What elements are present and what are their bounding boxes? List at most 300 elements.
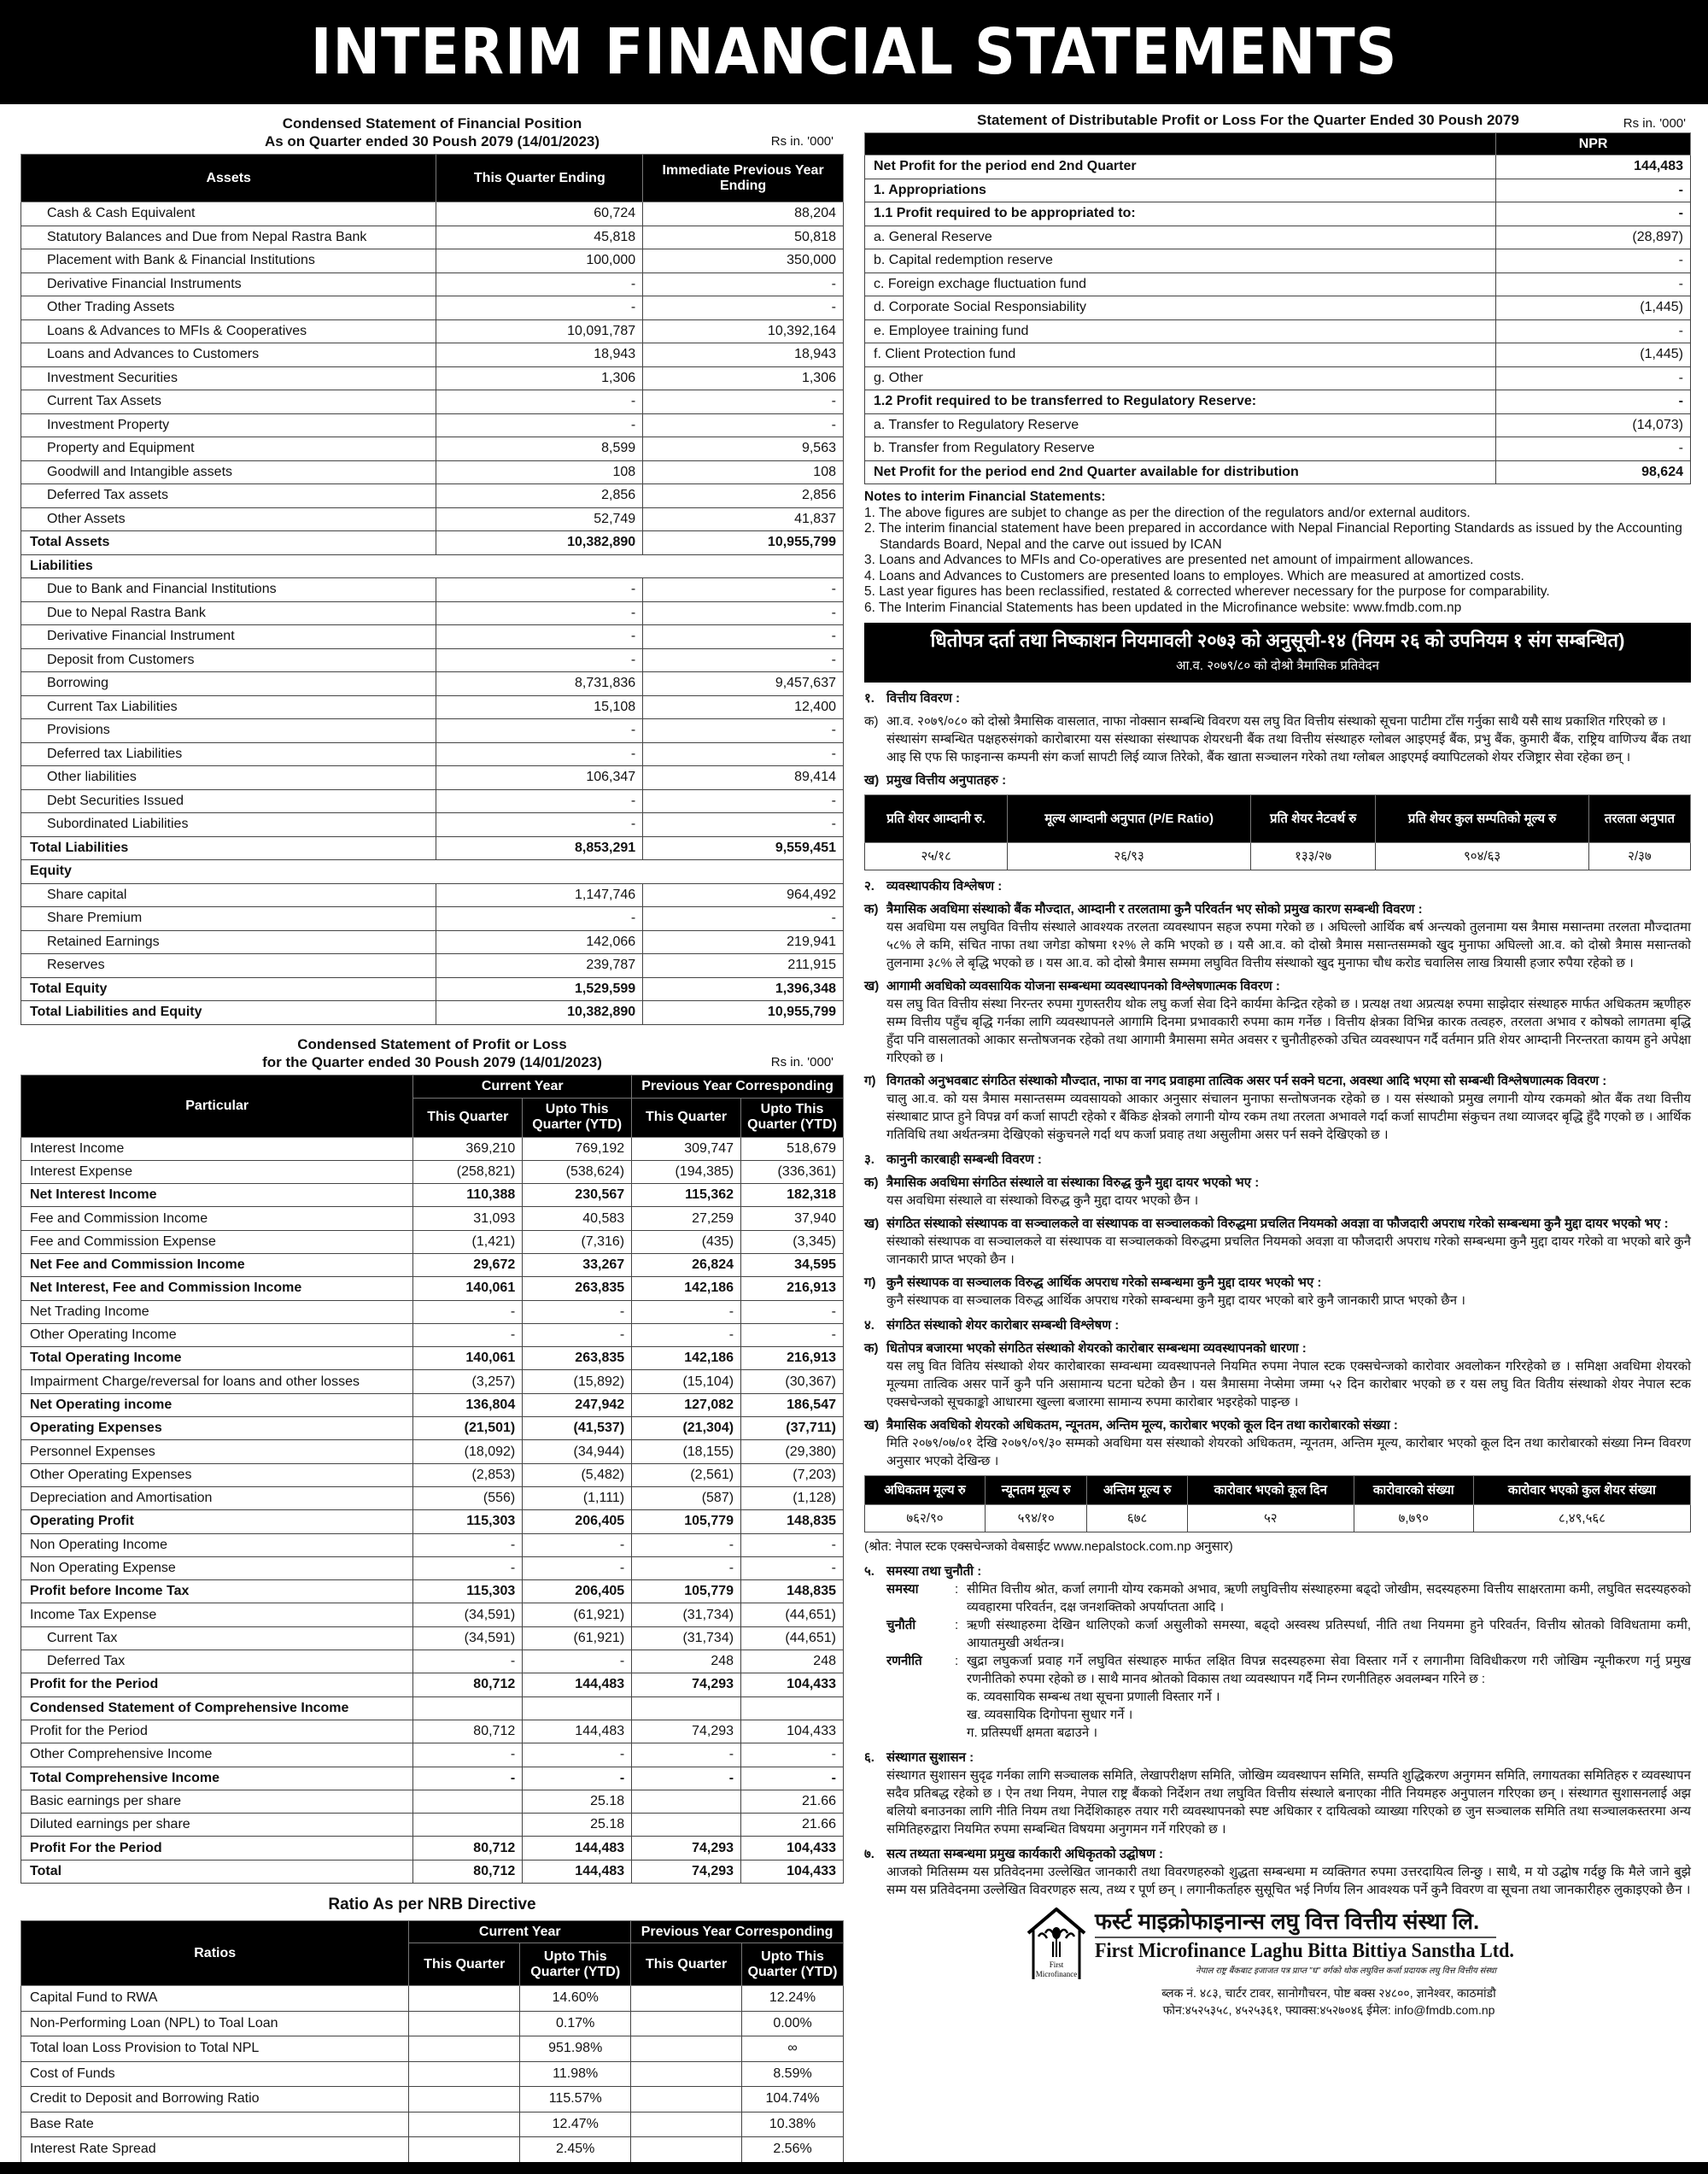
table-row [21,2112,844,2137]
cell-this-quarter: 45,818 [436,226,643,249]
cell-cy-quarter: 110,388 [413,1184,523,1207]
cell-py-quarter: 74,293 [632,1720,741,1743]
column-header-particular: Particular [21,1075,413,1137]
row-label: Retained Earnings [21,930,436,954]
subsection-heading: ग) विगतको अनुभवबाट संगठित संस्थाको मौज्दात, नाफा वा नगद प्रवाहमा तात्विक असर पर्न सक्ने घटना, अवस्था आदि भएमा सो सम्बन्धी विश्लेषणात्मक विवरण : [864,1074,1607,1088]
cell-py-quarter [631,2087,742,2112]
table-row [21,1986,844,2012]
cell-value: ७६२/९० [865,1505,986,1532]
note-item: 5. Last year figures has been reclassified, restated & corrected wherever necessary for the purpose for comparability. [864,584,1550,599]
table-row [21,719,844,743]
cell-py-ytd: 182,318 [741,1184,844,1207]
row-label: Total loan Loss Provision to Total NPL [21,2036,409,2062]
cell-this-quarter: - [436,719,643,743]
cell-py-ytd: (44,651) [741,1626,844,1650]
cell-py-quarter [632,1696,741,1720]
row-label: Other Operating Income [21,1323,413,1346]
cell-value: ६७८ [1087,1505,1187,1532]
cell-previous-year: - [643,625,844,649]
financial-position-table [20,154,844,1025]
page-banner [0,0,1708,104]
cell-py-quarter [632,1814,741,1837]
cell-py-ytd: 104,433 [741,1673,844,1696]
table-row [865,249,1691,273]
table-row [21,2087,844,2112]
cell-cy-quarter: (18,092) [413,1440,523,1463]
table-row [21,2011,844,2036]
profit-loss-heading [20,1035,844,1075]
cell-cy-ytd: 247,942 [523,1393,632,1416]
row-label: Total Assets [21,531,436,555]
cell-previous-year: 211,915 [643,954,844,978]
table-row [21,1720,844,1743]
cell-py-ytd: 104,433 [741,1720,844,1743]
cell-previous-year: 41,837 [643,507,844,531]
subsection-heading: क) त्रैमासिक अवधिमा संस्थाको बैंक मौज्दात, आम्दानी र तरलतामा कुनै परिवर्तन भए सोको प्रमुख कारण सम्बन्धी विवरण : [864,902,1423,917]
column-header-ratios: Ratios [21,1921,409,1986]
cell-py-ytd: 21.66 [741,1790,844,1813]
note-item: 3. Loans and Advances to MFIs and Co-operatives are presented net amount of impairment allowances. [864,553,1474,567]
column-header: This Quarter [632,1098,741,1137]
row-label: Total Liabilities [21,836,436,860]
column-header: अन्तिम मूल्य रु [1087,1476,1187,1505]
cell-cy-ytd: 769,192 [523,1137,632,1160]
row-label: Credit to Deposit and Borrowing Ratio [21,2087,409,2112]
company-signature [864,1907,1691,1981]
table-row [21,1533,844,1556]
cell-previous-year: 2,856 [643,484,844,508]
column-header: तरलता अनुपात [1588,795,1690,843]
table-row [21,1184,844,1207]
cell-py-quarter: (435) [632,1230,741,1253]
table-row [21,413,844,437]
profit-loss-title: Condensed Statement of Profit or Loss [297,1035,567,1052]
page-title: INTERIM FINANCIAL STATEMENTS [310,15,1398,89]
cell-py-ytd: - [741,1556,844,1579]
cell-py-quarter: - [632,1300,741,1323]
paragraph: यस अवधिमा यस लघुवित वित्तीय संस्थाले आवश्यक तरलता व्यवस्थापन सहज रुपमा गरेको छ । अघिल्लो आर्थिक बर्ष अन्त्यको तुलनामा यस त्रैमास मसान्तमा तरलता मौज्दातमा ५८% ले कमि, संचित नाफा तथा जगेडा कोषमा १२% ले कमि भएको छ । यसै आ.व. को दोस्रो त्रैमास मसान्तसम्मको खुद मुनाफा अघिल्लो आ.व. को दोस्रो त्रैमास मसान्तको तुलनामा ३८% ले बृद्धि भएको छ । यस आ.व. को दोस्रो त्रैमास सम्ममा लघुवित वित्तीय संस्थाको खुद मुनाफा चौध करोड चवालिस लाख त्रियासी हजार रुपैया रहेको छ । [886,920,1691,970]
cell-value: ९०४/६३ [1376,843,1589,870]
cell-previous-year: - [643,742,844,766]
table-row [21,1626,844,1650]
row-label: Due to Bank and Financial Institutions [21,578,436,602]
row-label: Net Operating income [21,1393,413,1416]
cell-cy-quarter: 369,210 [413,1137,523,1160]
table-row [21,1230,844,1253]
subsection-heading: ग) कुनै संस्थापक वा सञ्चालक विरुद्ध आर्थिक अपराध गरेको सम्बन्धमा कुनै मुद्दा दायर भएको भए : [864,1275,1322,1290]
financial-position-rows [21,202,844,1025]
cell-value: २६/९३ [1008,843,1251,870]
table-row [21,860,844,884]
share-trading-table [864,1475,1691,1532]
row-label: Total Comprehensive Income [21,1767,413,1790]
cell-py-quarter: (18,155) [632,1440,741,1463]
cell-cy-quarter [409,2137,520,2163]
row-label: Capital Fund to RWA [21,1986,409,2012]
column-header: This Quarter [631,1943,742,1986]
cell-cy-ytd: (5,482) [523,1463,632,1486]
cell-py-ytd: 37,940 [741,1207,844,1230]
financial-position-title: Condensed Statement of Financial Position [282,115,582,132]
table-row [21,460,844,484]
cell-previous-year: - [643,390,844,414]
table-row [21,1673,844,1696]
cell-py-ytd: 0.00% [742,2011,844,2036]
row-label: Share capital [21,883,436,907]
challenge-entry: चुनौती : ऋणी संस्थाहरुमा देखिन थालिएको कर्जा असुलीको समस्या, बढ्दो अस्वस्थ प्रतिस्पर्धा, नीति तथा नियममा हुने परिवर्तन, वित्तीय स्रोतको विविधतामा कमी, आयातमुखी अर्थतन्त्र। [886,1618,1691,1650]
table-row [865,226,1691,249]
cell-py-quarter: (194,385) [632,1160,741,1183]
row-label: Personnel Expenses [21,1440,413,1463]
subsection-heading: ख) आगामी अवधिको व्यवसायिक योजना सम्बन्धमा व्यवस्थापनको विश्लेषणात्मक विवरण : [864,979,1280,993]
ratios-table [20,1920,844,2163]
section-heading: ४. संगठित संस्थाको शेयर कारोबार सम्बन्धी विश्लेषण : [864,1318,1120,1333]
row-label: Derivative Financial Instruments [21,272,436,296]
cell-value: ८,४९,५६८ [1473,1505,1690,1532]
cell-py-ytd: 21.66 [741,1814,844,1837]
table-row [865,179,1691,202]
cell-value: ७,७९० [1354,1505,1473,1532]
strategy-entry: रणनीति : खुद्रा लघुकर्जा प्रवाह गर्ने लघुवित संस्थाहरु मार्फत लक्षित विपन्न सदस्यहरुमा सेवा विस्तार गर्ने र लगानीमा विविधीकरण गरी जोखिम न्यूनीकरण गर्नु प्रमुख रणनीतिको रुपमा रहेको छ । साथै मानव श्रोतको विकास तथा व्यवस्थापन गर्दै निम्न रणनीतिहरु अवलम्बन गरिने छ : [886,1654,1691,1686]
row-label: Operating Profit [21,1510,413,1533]
paragraph: यस लघु वित वितिय संस्थाको शेयर कारोबारका सम्वन्धमा व्यवस्थापनले नियमित रुपमा नेपाल स्टक एक्सचेन्जको कारोवार अवलोकन गरिरहेको छ । समिक्षा अवधिमा शेयरको मूल्यमा तात्विक असर पार्ने कुनै पनि असामान्य घटना घटेको छैन । यस त्रैमासमा नेप्सेमा जम्मा ५२ दिन कारोबार भएको छ र यस लघु वित वितीय संस्थाको शेयर नेपाल स्टक एक्सचेन्जको सूचकाङ्को आधारमा खुल्ला बजारमा सामान्य रुपमा कारोबार भइरहेको पाइन्छ । [886,1359,1691,1409]
row-label: 1.1 Profit required to be appropriated to: [865,202,1496,226]
cell-cy-ytd: 144,483 [523,1673,632,1696]
cell-py-ytd: - [741,1323,844,1346]
table-row [21,319,844,343]
table-row [21,484,844,508]
cell-value: (1,445) [1496,296,1691,320]
row-label: b. Transfer from Regulatory Reserve [865,437,1496,461]
row-label: Non-Performing Loan (NPL) to Toal Loan [21,2011,409,2036]
cell-cy-ytd: 14.60% [520,1986,631,2012]
table-row [21,1767,844,1790]
row-label: Loans & Advances to MFIs & Cooperatives [21,319,436,343]
cell-py-ytd: 216,913 [741,1277,844,1300]
column-header: This Quarter [409,1943,520,1986]
table-row [21,1300,844,1323]
cell-py-ytd: 216,913 [741,1347,844,1370]
cell-value: - [1496,437,1691,461]
cell-value: - [1496,390,1691,414]
table-row [21,977,844,1001]
row-label: Net Interest Income [21,1184,413,1207]
cell-py-quarter: (21,304) [632,1417,741,1440]
row-label: Fee and Commission Income [21,1207,413,1230]
table-row [21,1814,844,1837]
cell-py-quarter: (587) [632,1486,741,1509]
row-label: Other Comprehensive Income [21,1743,413,1767]
table-row [21,813,844,837]
right-column [864,111,1691,2019]
paragraph: चालु आ.व. को यस त्रैमास मसान्तसम्म व्यवसायको आकार अनुसार संचालन मुनाफा सन्तोषजनक रहेको छ । यस संस्थाको प्रमुख लगानी योग्य रकमको श्रोत बैंक तथा वित्तीय संस्थाबाट प्राप्त हुने विपन्न वर्ग कर्जा सापटी रहेको र बैंकिङ क्षेत्रको लगानी योग्य रकम तथा तरलता अभावले गर्दा कर्जा सापटीमा संकुचन तथा व्याजदर बृद्धि हुँदै गएको छ । आर्थिक गतिविधि तथा अर्थतन्त्रमा देखिएको संकुचनले गर्दा थप कर्जा प्रवाह तथा असुलीमा असर पर्न सक्ने देखिएको छ । [886,1092,1691,1142]
cell-cy-ytd: 144,483 [523,1720,632,1743]
row-label: Diluted earnings per share [21,1814,413,1837]
row-label: Liabilities [21,554,844,578]
cell-value: १३३/२७ [1250,843,1375,870]
cell-previous-year: 12,400 [643,695,844,719]
cell-value: - [1496,249,1691,273]
row-label: Basic earnings per share [21,1790,413,1813]
table-row [21,695,844,719]
cell-py-quarter: - [632,1533,741,1556]
cell-cy-ytd: 230,567 [523,1184,632,1207]
table-row [21,1001,844,1025]
cell-previous-year: 9,559,451 [643,836,844,860]
ratios-rows [21,1986,844,2163]
row-label: d. Corporate Social Responsiability [865,296,1496,320]
table-row [21,2061,844,2087]
cell-py-quarter [632,1790,741,1813]
cell-value: - [1496,366,1691,390]
cell-previous-year: - [643,813,844,837]
cell-cy-quarter: - [413,1300,523,1323]
cell-previous-year: - [643,272,844,296]
cell-py-quarter: 142,186 [632,1277,741,1300]
disclosure-banner-subtitle: आ.व. २०७९/८० को दोश्रो त्रैमासिक प्रतिवेदन [1176,659,1379,673]
cell-cy-ytd: (15,892) [523,1370,632,1393]
section-heading: २. व्यवस्थापकीय विश्लेषण : [864,879,1003,894]
column-header: Upto This Quarter (YTD) [742,1943,844,1986]
cell-cy-ytd: 144,483 [523,1860,632,1883]
cell-value: - [1496,202,1691,226]
cell-cy-quarter: 115,303 [413,1510,523,1533]
column-header: प्रति शेयर कुल सम्पतिको मूल्य रु [1376,795,1589,843]
table-row [21,1393,844,1416]
cell-this-quarter: - [436,390,643,414]
row-label: Current Tax Assets [21,390,436,414]
cell-previous-year: - [643,648,844,672]
company-name-english: First Microfinance Laghu Bitta Bittiya Sanstha Ltd. [1095,1940,1514,1962]
row-label: Condensed Statement of Comprehensive Income [21,1696,413,1720]
cell-py-quarter: (15,104) [632,1370,741,1393]
table-row [21,578,844,602]
cell-cy-ytd: 263,835 [523,1347,632,1370]
cell-value: ५२ [1187,1505,1354,1532]
cell-previous-year: - [643,296,844,320]
row-label: Profit For the Period [21,1837,413,1860]
cell-py-quarter: 74,293 [632,1673,741,1696]
row-label: Reserves [21,954,436,978]
table-row [21,202,844,226]
disclosure-banner-title: धितोपत्र दर्ता तथा निष्काशन नियमावली २०७३ को अनुसूची-१४ (नियम २६ को उपनियम १ संग सम्बन्धित) [930,630,1625,651]
table-row [21,1207,844,1230]
cell-py-ytd [741,1696,844,1720]
section-heading: १. वित्तीय विवरण : [864,691,961,706]
row-label: Base Rate [21,2112,409,2137]
table-row [865,319,1691,343]
row-label: c. Foreign exchage fluctuation fund [865,272,1496,296]
cell-cy-quarter: 80,712 [413,1837,523,1860]
cell-py-quarter [631,2137,742,2163]
cell-this-quarter: - [436,296,643,320]
cell-py-quarter: 26,824 [632,1253,741,1276]
table-row [21,2137,844,2163]
cell-value: 98,624 [1496,460,1691,484]
cell-py-ytd: 248 [741,1650,844,1673]
cell-cy-ytd: - [523,1556,632,1579]
cell-previous-year: - [643,789,844,813]
row-label: Profit for the Period [21,1673,413,1696]
cell-this-quarter: - [436,742,643,766]
subsection-heading: ख) संगठित संस्थाको संस्थापक वा सञ्चालकले वा संस्थापक वा सञ्चालकको विरुद्धमा प्रचलित नियमको अवज्ञा वा फौजदारी अपराध गरेको सम्बन्धमा कुनै मुद्दा दायर भएको भए : [864,1216,1669,1231]
table-row [21,1860,844,1883]
row-label: Total Equity [21,977,436,1001]
cell-previous-year: - [643,719,844,743]
cell-cy-ytd [523,1696,632,1720]
row-label: Interest Income [21,1137,413,1160]
cell-cy-ytd: - [523,1650,632,1673]
cell-py-quarter: (2,561) [632,1463,741,1486]
cell-cy-quarter: 115,303 [413,1580,523,1603]
cell-cy-quarter: 140,061 [413,1277,523,1300]
row-label: Profit for the Period [21,1720,413,1743]
row-label: Share Premium [21,907,436,931]
key-ratios-table [864,794,1691,870]
column-header-npr: NPR [1496,133,1691,155]
row-label: Property and Equipment [21,437,436,461]
table-row [21,1277,844,1300]
cell-cy-quarter [409,2036,520,2062]
subsection: क) आ.व. २०७९/०८० को दोस्रो त्रैमासिक वासलात, नाफा नोक्सान सम्बन्धि विवरण यस लघु वित वित्तीय संस्थाको सूचना पाटीमा टाँस गर्नुका साथै यसै साथ प्रकाशित गरिएको छ । [864,714,1666,729]
row-label: a. Transfer to Regulatory Reserve [865,413,1496,437]
row-label: Statutory Balances and Due from Nepal Rastra Bank [21,226,436,249]
cell-cy-ytd: (34,944) [523,1440,632,1463]
table-row [865,437,1691,461]
column-header: कारोवार भएको कुल शेयर संख्या [1473,1476,1690,1505]
paragraph: संस्थाको संस्थापक वा सञ्चालकले वा संस्थापक वा सञ्चालकको विरुद्धमा प्रचलित नियमको अवज्ञा वा फौजदारी अपराध गरेको सम्बन्धमा कुनै मुद्दा दायर गरेको वा भएको बारे कुनै जानकारी प्राप्त भएको छैन । [886,1234,1691,1267]
table-row [865,390,1691,414]
cell-py-ytd: 518,679 [741,1137,844,1160]
row-label: Placement with Bank & Financial Institutions [21,249,436,273]
table-row [865,272,1691,296]
row-label: b. Capital redemption reserve [865,249,1496,273]
cell-py-quarter: 27,259 [632,1207,741,1230]
row-label: Total Operating Income [21,1347,413,1370]
cell-cy-quarter: (258,821) [413,1160,523,1183]
subsection-heading: ख) प्रमुख वित्तीय अनुपातहरु : [864,773,1007,788]
strategy-item: क. व्यवसायिक सम्बन्ध तथा सूचना प्रणाली विस्तार गर्ने । [967,1690,1220,1704]
cell-py-quarter [631,1986,742,2012]
cell-this-quarter: 15,108 [436,695,643,719]
table-row [865,843,1691,870]
cell-this-quarter: 100,000 [436,249,643,273]
cell-cy-quarter: - [413,1743,523,1767]
cell-cy-quarter: - [413,1767,523,1790]
cell-cy-ytd: 11.98% [520,2061,631,2087]
cell-py-quarter: - [632,1743,741,1767]
row-label: Deferred tax Liabilities [21,742,436,766]
row-label: Debt Securities Issued [21,789,436,813]
cell-py-ytd: 186,547 [741,1393,844,1416]
cell-cy-quarter: - [413,1650,523,1673]
table-row [21,883,844,907]
cell-py-ytd: 104.74% [742,2087,844,2112]
table-row [21,1580,844,1603]
paragraph: यस अवधिमा संस्थाले वा संस्थाको विरुद्ध कुनै मुद्दा दायर भएको छैन । [886,1193,1199,1208]
row-label: Net Profit for the period end 2nd Quarter available for distribution [865,460,1496,484]
subsection-heading: ख) त्रैमासिक अवधिको शेयरको अधिकतम, न्यूनतम, अन्तिम मूल्य, कारोबार भएको कूल दिन तथा कारोबारको संख्या : [864,1418,1398,1433]
cell-cy-quarter: (1,421) [413,1230,523,1253]
row-label: Due to Nepal Rastra Bank [21,601,436,625]
distributable-title: Statement of Distributable Profit or Loss For the Quarter Ended 30 Poush 2079 [977,112,1519,128]
table-row [21,1650,844,1673]
cell-py-ytd: (29,380) [741,1440,844,1463]
cell-cy-quarter: 80,712 [413,1860,523,1883]
cell-this-quarter: - [436,413,643,437]
cell-value: 144,483 [1496,155,1691,179]
table-row [21,1323,844,1346]
row-label: g. Other [865,366,1496,390]
cell-this-quarter: - [436,907,643,931]
table-row [21,1837,844,1860]
cell-cy-quarter: (34,591) [413,1603,523,1626]
cell-cy-ytd: - [523,1743,632,1767]
table-row [21,554,844,578]
cell-py-quarter: 309,747 [632,1137,741,1160]
row-label: Total Liabilities and Equity [21,1001,436,1025]
cell-cy-ytd: 2.45% [520,2137,631,2163]
cell-value: (14,073) [1496,413,1691,437]
row-label: Current Tax Liabilities [21,695,436,719]
row-label: Net Interest, Fee and Commission Income [21,1277,413,1300]
cell-py-ytd: (7,203) [741,1463,844,1486]
cell-cy-ytd: 0.17% [520,2011,631,2036]
table-row [21,1137,844,1160]
cell-py-ytd: - [741,1743,844,1767]
table-row [865,343,1691,367]
cell-py-ytd: ∞ [742,2036,844,2062]
row-label: Deposit from Customers [21,648,436,672]
table-row [21,930,844,954]
row-label: Other Assets [21,507,436,531]
strategy-item: ख. व्यवसायिक दिगोपना सुधार गर्ने । [967,1708,1133,1722]
cell-py-quarter [631,2061,742,2087]
problem-entry: समस्या : सीमित वित्तीय श्रोत, कर्जा लगानी योग्य रकमको अभाव, ऋणी लघुवित्तीय संस्थाहरुमा बढ्दो जोखीम, सदस्यहरुमा वित्तीय साक्षरतामा कमी, लघुवित सदस्यहरुको व्यवहारमा परिवर्तन, दक्ष जनशक्तिको अपर्याप्तता आदि । [886,1582,1691,1614]
row-label: Deferred Tax [21,1650,413,1673]
financial-position-heading [20,114,844,154]
cell-cy-ytd: (538,624) [523,1160,632,1183]
left-column [20,114,844,2163]
row-label: Interest Expense [21,1160,413,1183]
row-label: Current Tax [21,1626,413,1650]
row-label: Non Operating Expense [21,1556,413,1579]
column-header: प्रति शेयर नेटवर्थ रु [1250,795,1375,843]
cell-this-quarter: 1,306 [436,366,643,390]
cell-py-quarter: (31,734) [632,1626,741,1650]
column-group-current-year: Current Year [409,1921,631,1943]
cell-py-ytd: (3,345) [741,1230,844,1253]
cell-py-ytd: - [741,1767,844,1790]
section-heading: ६. संस्थागत सुशासन : [864,1750,974,1765]
row-label: Fee and Commission Expense [21,1230,413,1253]
cell-previous-year: 18,943 [643,343,844,367]
svg-text:First: First [1049,1960,1064,1969]
cell-this-quarter: 1,529,599 [436,977,643,1001]
row-label: Equity [21,860,844,884]
distributable-table [864,132,1691,484]
table-row [21,1253,844,1276]
cell-cy-quarter: 80,712 [413,1673,523,1696]
table-row [21,1556,844,1579]
table-row [21,1510,844,1533]
cell-this-quarter: 10,382,890 [436,1001,643,1025]
table-row [865,155,1691,179]
cell-cy-quarter [409,2112,520,2137]
table-row [21,366,844,390]
table-row [21,907,844,931]
cell-py-quarter: - [632,1323,741,1346]
